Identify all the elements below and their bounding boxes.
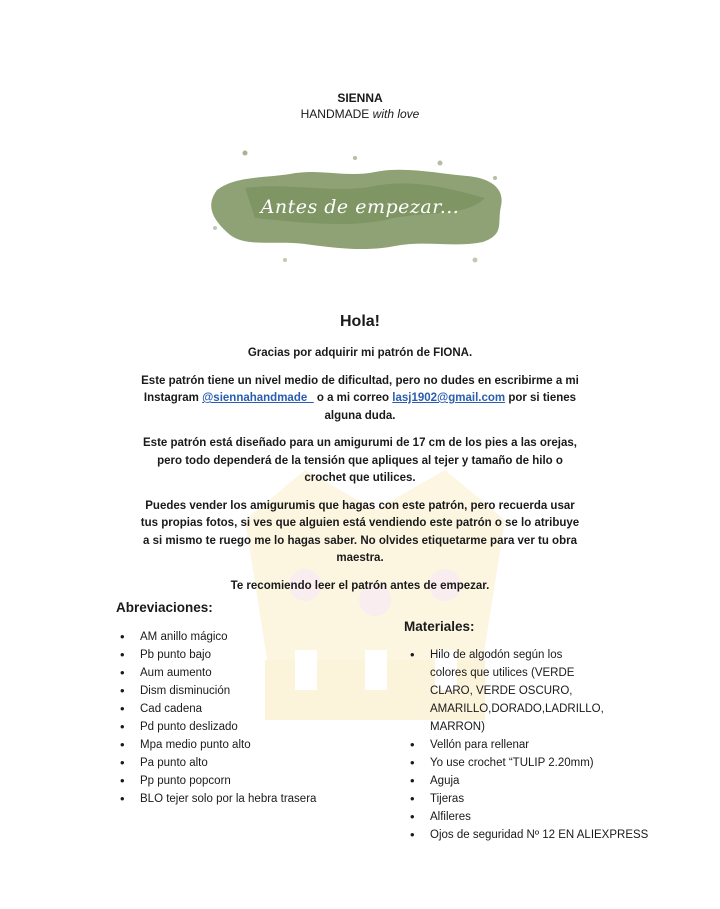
list-item: • BLO tejer solo por la hebra trasera [116,790,366,808]
tagline-italic: with love [372,107,420,121]
list-item: • Tijeras [406,790,656,808]
list-item: • Cad cadena [116,700,366,718]
brand-header [0,90,720,122]
intro-p2-text-c: por si tienes alguna duda. [324,392,577,422]
list-item: • Ojos de seguridad Nº 12 EN ALIEXPRESS [406,826,656,844]
list-item: • Aum aumento [116,664,366,682]
list-item: • Pp punto popcorn [116,772,366,790]
list-item: • AM anillo mágico [116,628,366,646]
list-item: • Alfileres [406,808,656,826]
materials-title: Materiales: [404,619,475,634]
list-item: • Mpa medio punto alto [116,736,366,754]
materials-list [406,646,656,844]
intro-text [140,345,580,605]
brand-name: SIENNA [337,91,383,105]
email-link[interactable]: lasj1902@gmail.com [392,392,506,404]
intro-paragraph-3: Este patrón está diseñado para un amigurumi de 17 cm de los pies a las orejas, pero todo dependerá de la tensión que apliques al tejer y tamaño de hilo o crochet que utilices. [143,437,577,484]
greeting-heading: Hola! [340,313,380,330]
abbreviations-list [116,628,366,808]
list-item: • Aguja [406,772,656,790]
list-item: • Yo use crochet “TULIP 2.20mm) [406,754,656,772]
list-item: • Dism disminución [116,682,366,700]
list-item: • Pb punto bajo [116,646,366,664]
abbreviations-title: Abreviaciones: [116,600,213,615]
intro-paragraph-1: Gracias por adquirir mi patrón de FIONA. [247,347,473,359]
tagline-plain: HANDMADE [300,107,373,121]
intro-paragraph-5: Te recomiendo leer el patrón antes de empezar. [230,579,490,592]
intro-paragraph-4: Puedes vender los amigurumis que hagas con este patrón, pero recuerda usar tus propias fotos, si ves que alguien está vendiendo este patrón o se lo atribuye a si mismo te ruego me lo hagas saber. No olvides etiquetarme para ver tu obra maestra. [140,499,580,564]
intro-paragraph-2 [140,373,580,426]
list-item: • Hilo de algodón según los colores que utilices (VERDE CLARO, VERDE OSCURO, AMARILLO,DORADO,LADRILLO, MARRON) [406,646,595,736]
intro-p2-text-a: Este patrón tiene un nivel medio de dificultad, pero no dudes en escribirme a mi Instagram [141,374,579,404]
list-item: • Vellón para rellenar [406,736,656,754]
brand-tagline [0,106,720,122]
list-item: • Pd punto deslizado [116,718,366,736]
list-item: • Pa punto alto [116,754,366,772]
intro-p2-text-b: o a mi correo [313,392,393,404]
instagram-link[interactable]: @siennahandmade_ [202,392,314,404]
banner-title: Antes de empezar... [260,196,460,218]
